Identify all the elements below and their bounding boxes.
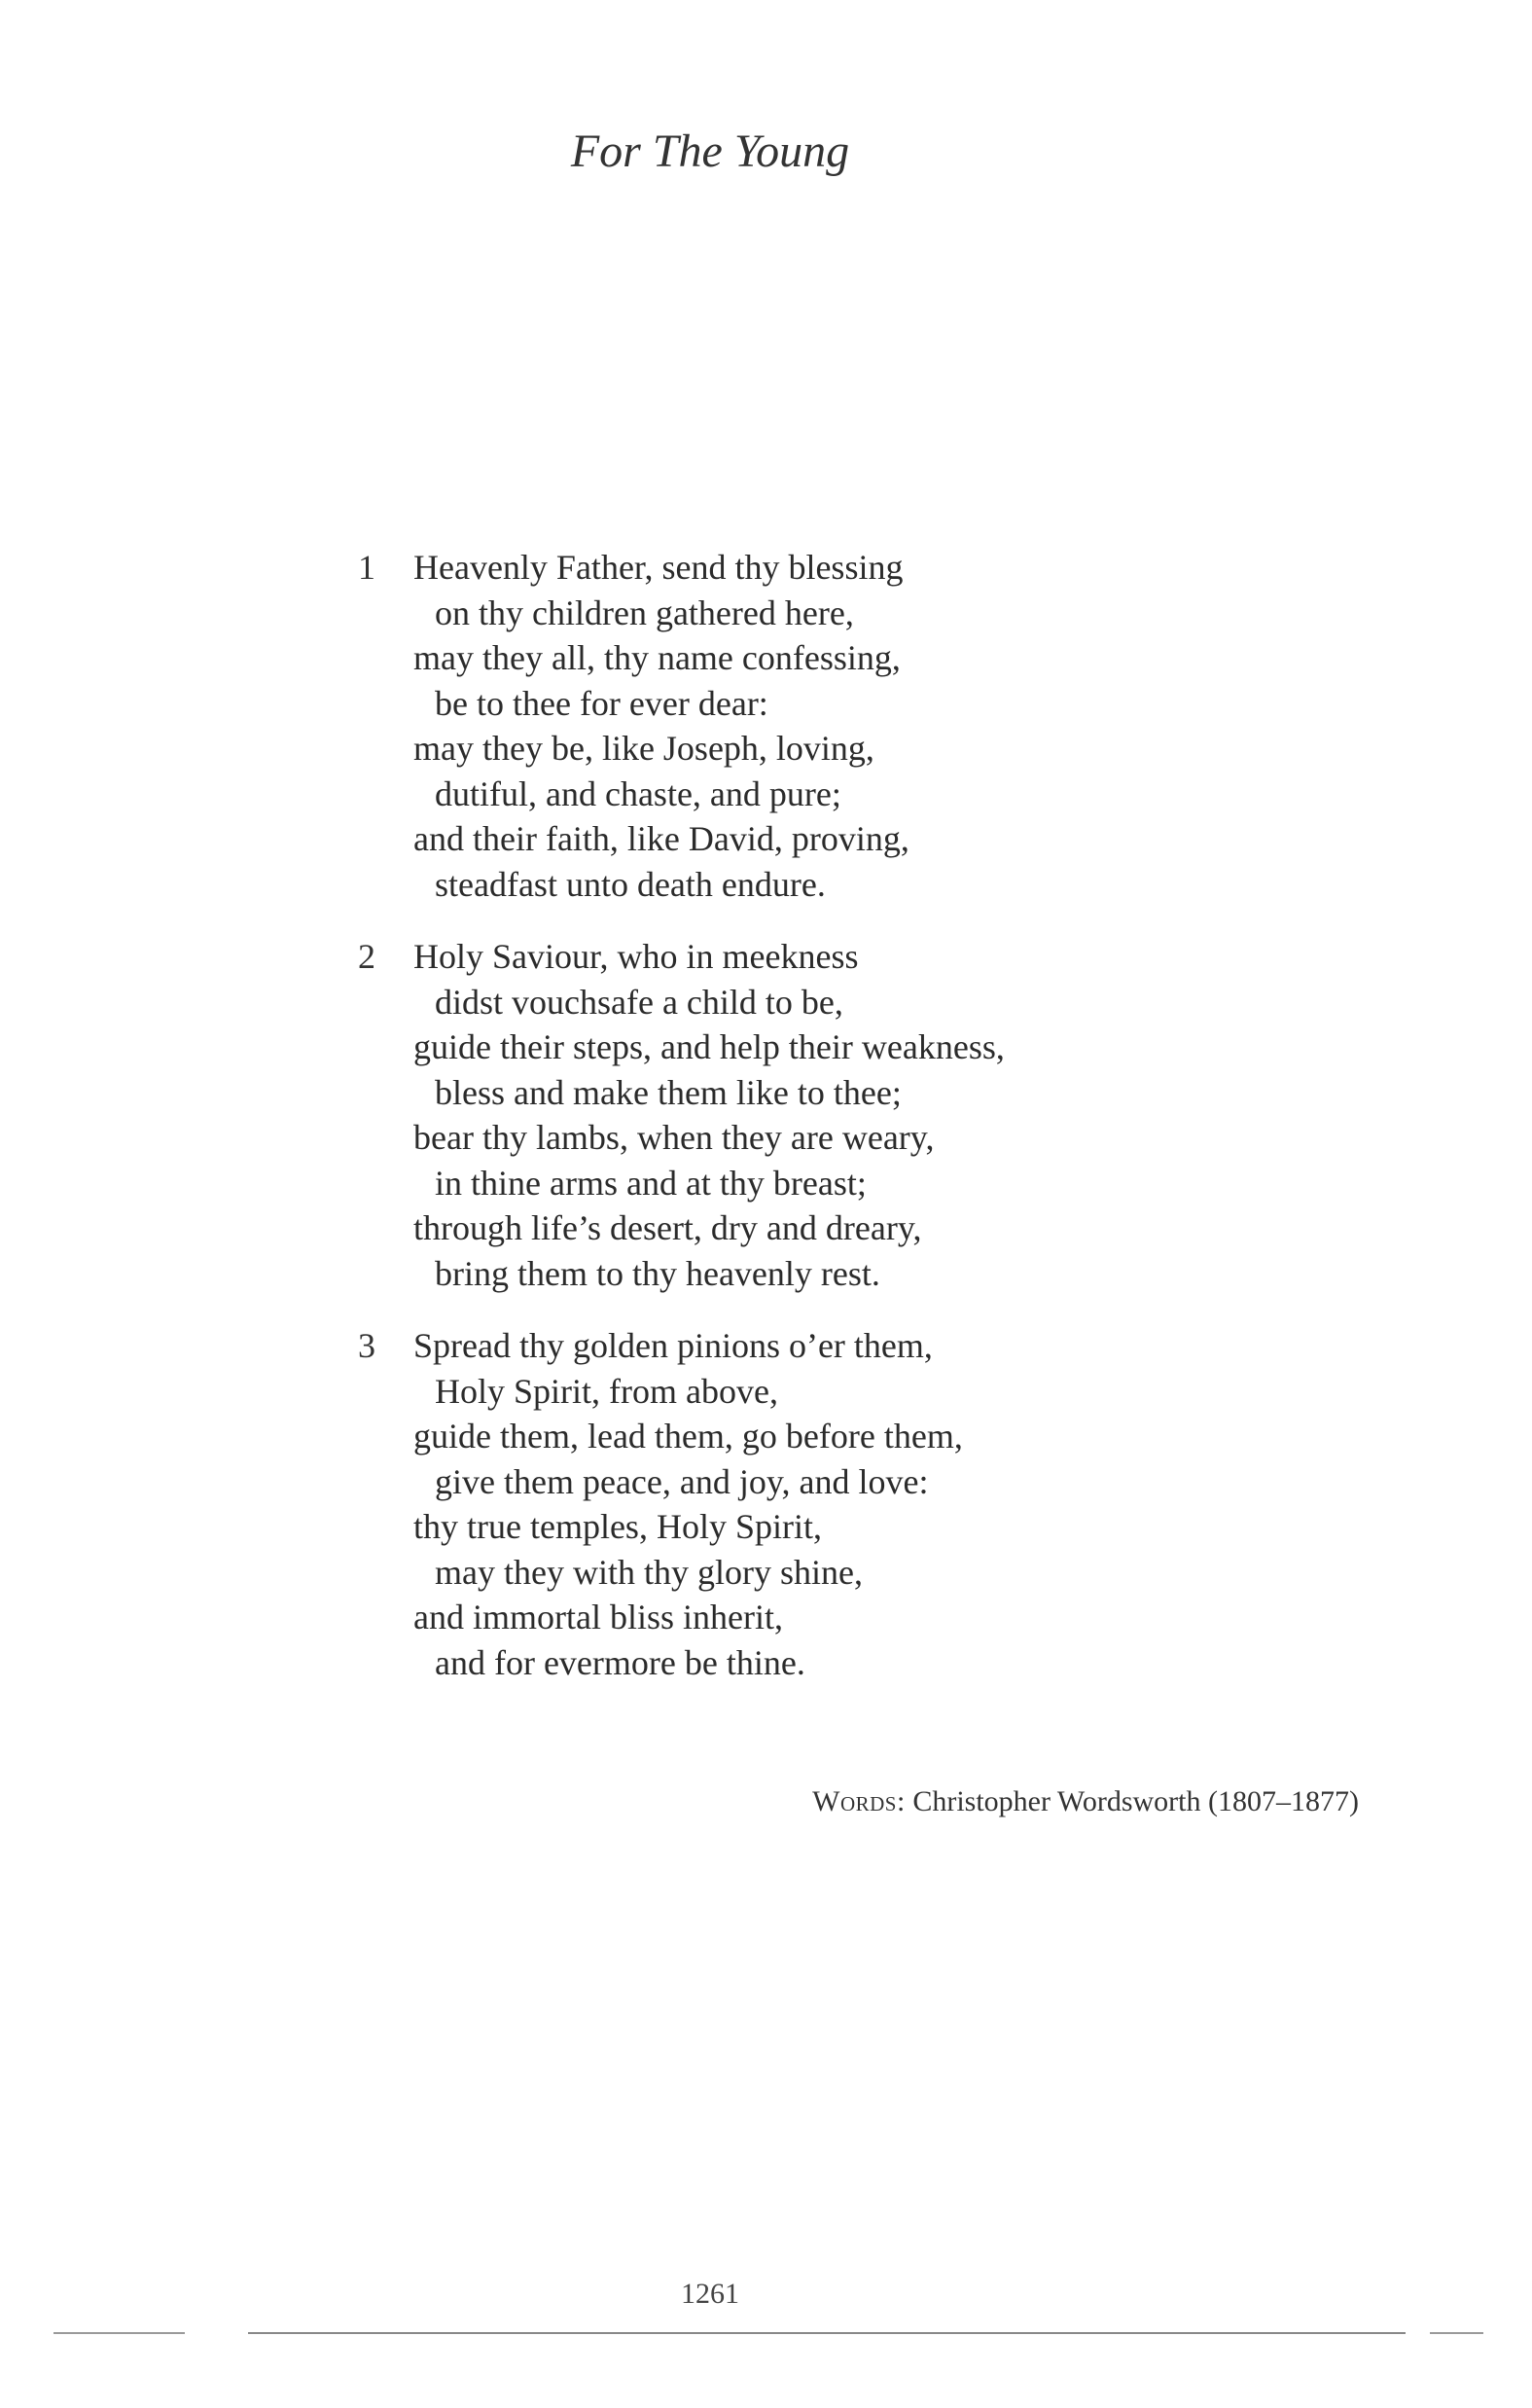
footer-rule-right: [1430, 2332, 1483, 2334]
verse-line: through life’s desert, dry and dreary,: [413, 1208, 922, 1247]
verse-line: Holy Saviour, who in meekness: [413, 937, 859, 976]
words-credit: [812, 1782, 1359, 1821]
page-number: 1261: [681, 2278, 739, 2310]
verse-line: and their faith, like David, proving,: [413, 819, 909, 858]
verse-line: didst vouchsafe a child to be,: [435, 982, 843, 1022]
verse-line: give them peace, and joy, and love:: [435, 1461, 929, 1501]
credit-label: Words:: [812, 1785, 906, 1817]
verse-line: thy true temples, Holy Spirit,: [413, 1507, 822, 1546]
verse-line: steadfast unto death endure.: [435, 864, 826, 904]
verse-line: may they all, thy name confessing,: [413, 638, 901, 677]
hymn-text: [358, 545, 1233, 1712]
verse-3: [358, 1323, 1233, 1685]
credit-author: Christopher Wordsworth (1807–1877): [912, 1785, 1359, 1817]
verse-number: 2: [358, 937, 375, 976]
verse-line: and for evermore be thine.: [435, 1642, 805, 1682]
verse-line: Spread thy golden pinions o’er them,: [413, 1326, 933, 1365]
verse-line: on thy children gathered here,: [435, 593, 854, 632]
verse-line: Heavenly Father, send thy blessing: [413, 548, 904, 587]
verse-line: Holy Spirit, from above,: [435, 1371, 778, 1411]
hymn-title: For The Young: [570, 126, 850, 177]
verse-line: may they with thy glory shine,: [435, 1552, 863, 1592]
footer-rule: [248, 2332, 1406, 2334]
verse-line: bring them to thy heavenly rest.: [435, 1253, 880, 1293]
verse-line: and immortal bliss inherit,: [413, 1598, 783, 1636]
verse-number: 3: [358, 1326, 375, 1365]
verse-line: be to thee for ever dear:: [435, 683, 768, 723]
verse-number: 1: [358, 548, 375, 587]
verse-line: may they be, like Joseph, loving,: [413, 729, 874, 768]
verse-2: [358, 934, 1233, 1296]
verse-line: guide their steps, and help their weakness,: [413, 1027, 1005, 1066]
verse-line: bless and make them like to thee;: [435, 1072, 902, 1112]
verse-line: bear thy lambs, when they are weary,: [413, 1118, 935, 1157]
verse-line: guide them, lead them, go before them,: [413, 1417, 963, 1456]
verse-1: [358, 545, 1233, 907]
verse-line: in thine arms and at thy breast;: [435, 1163, 867, 1203]
verse-line: dutiful, and chaste, and pure;: [435, 773, 841, 813]
footer-rule-left: [53, 2332, 185, 2334]
